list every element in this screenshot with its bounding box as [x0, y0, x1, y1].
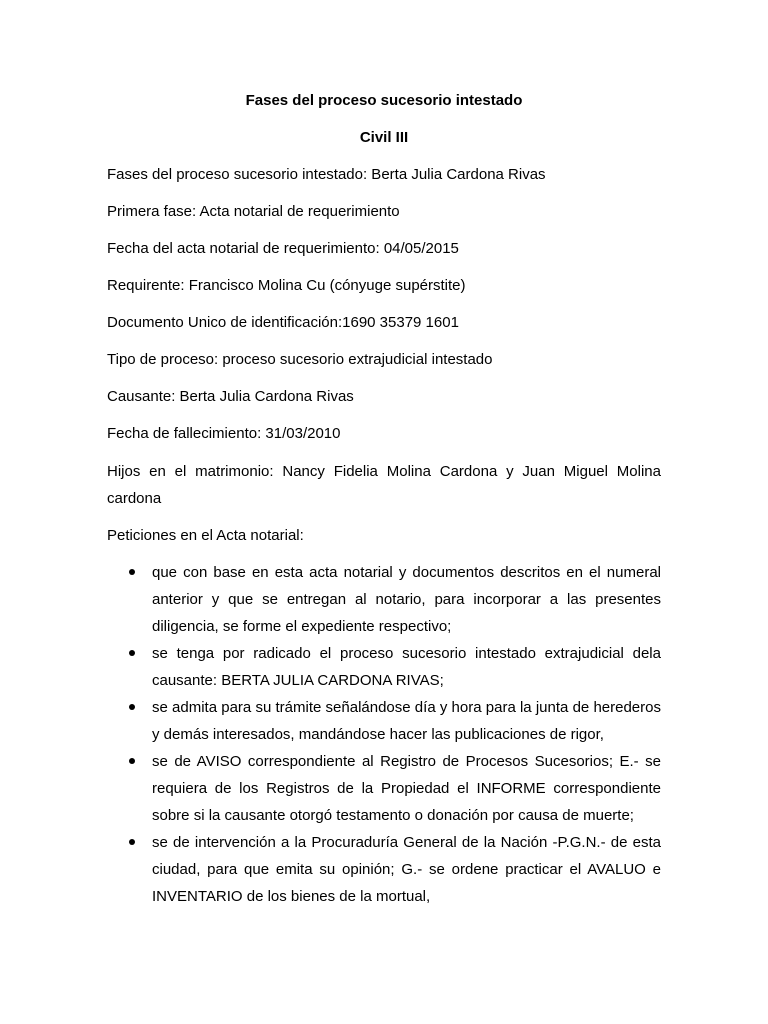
- list-item: [107, 640, 661, 694]
- field-request-date: Fecha del acta notarial de requerimiento: 04/05/2015: [107, 240, 459, 257]
- field-children: Hijos en el matrimonio: Nancy Fidelia Molina Cardona y Juan Miguel Molina cardona: [107, 463, 661, 507]
- petitions-heading: Peticiones en el Acta notarial:: [107, 527, 304, 544]
- list-item: [107, 559, 661, 640]
- document-title: Fases del proceso sucesorio intestado: [245, 92, 523, 109]
- bullet-icon: [129, 839, 135, 845]
- petition-text: que con base en esta acta notarial y documentos descritos en el numeral anterior y que se entregan al notario, para incorporar a las presentes diligencia, se forme el expediente respectivo;: [152, 564, 661, 635]
- petition-text: se admita para su trámite señalándose día y hora para la junta de herederos y demás interesados, mandándose hacer las publicaciones de rigor,: [152, 699, 661, 743]
- field-deceased: Causante: Berta Julia Cardona Rivas: [107, 388, 354, 405]
- bullet-icon: [129, 650, 135, 656]
- field-first-phase: Primera fase: Acta notarial de requerimiento: [107, 203, 400, 220]
- field-identity-document: Documento Unico de identificación:1690 35379 1601: [107, 314, 459, 331]
- petition-text: se de AVISO correspondiente al Registro de Procesos Sucesorios; E.- se requiera de los Registros de la Propiedad el INFORME correspondiente sobre si la causante otorgó testamento o donación por causa de muerte;: [152, 753, 661, 824]
- field-phases-case: Fases del proceso sucesorio intestado: Berta Julia Cardona Rivas: [107, 166, 546, 183]
- field-death-date: Fecha de fallecimiento: 31/03/2010: [107, 425, 341, 442]
- field-requester: Requirente: Francisco Molina Cu (cónyuge supérstite): [107, 277, 466, 294]
- bullet-icon: [129, 569, 135, 575]
- list-item: [107, 694, 661, 748]
- petition-text: se tenga por radicado el proceso sucesorio intestado extrajudicial dela causante: BERTA JULIA CARDONA RIVAS;: [152, 645, 661, 689]
- petitions-list: [107, 559, 661, 910]
- bullet-icon: [129, 704, 135, 710]
- list-item: [107, 748, 661, 829]
- field-process-type: Tipo de proceso: proceso sucesorio extrajudicial intestado: [107, 351, 493, 368]
- petition-text: se de intervención a la Procuraduría General de la Nación -P.G.N.- de esta ciudad, para que emita su opinión; G.- se ordene practicar el AVALUO e INVENTARIO de los bienes de la mortual,: [152, 834, 661, 905]
- bullet-icon: [129, 758, 135, 764]
- document-subtitle: Civil III: [359, 129, 409, 146]
- list-item: [107, 829, 661, 910]
